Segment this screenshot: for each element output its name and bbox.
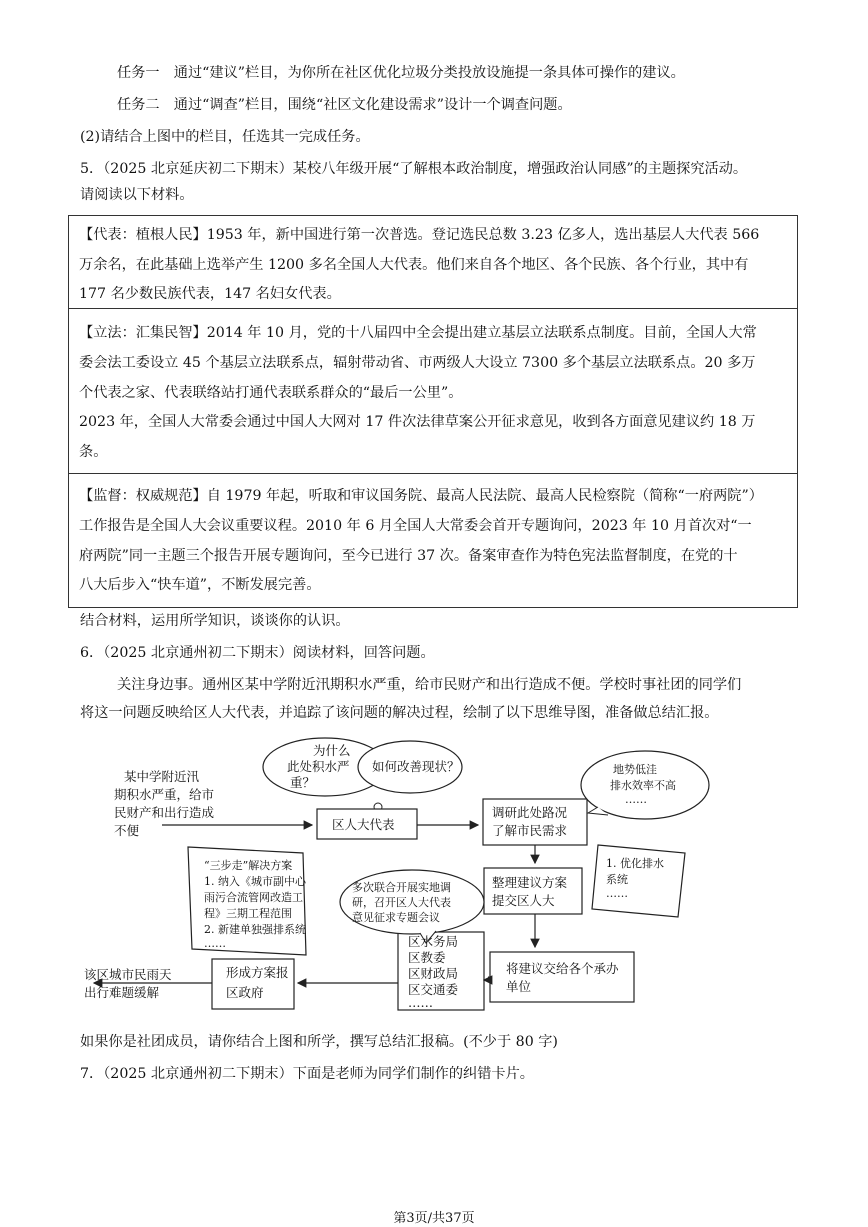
plan-line: “三步走”解决方案 [204,859,293,872]
cloud1-line: 重？ [290,775,316,790]
bubble-terrain-line: …… [625,793,647,806]
material1-line: 万余名，在此基础上选举产生 1200 多名全国人大代表。他们来自各个地区、各个民族、各个行业，其中有 [79,257,749,273]
note-drain-line: 系统 [606,873,628,886]
plan-line: 1. 纳入《城市副中心 [204,875,306,888]
bubble-survey-line: 研，召开区人大代表 [352,896,451,909]
bubble-survey-line: 多次联合开展实地调 [352,881,451,894]
bubble-terrain-line: 排水效率不高 [610,779,676,792]
note-drain-line: …… [606,887,628,900]
q6-question: 如果你是社团成员，请你结合上图和所学，撰写总结汇报稿。(不少于 80 字) [80,1034,558,1050]
report-line: 区政府 [226,985,264,1000]
organize-line: 整理建议方案 [492,875,568,890]
plan-line: 雨污合流管网改造工 [204,891,303,904]
page-footer: 第3页/共37页 [393,1211,475,1226]
q5-question: 结合材料，运用所学知识，谈谈你的认识。 [80,613,350,629]
q6-para-1: 关注身边事。通州区某中学附近汛期积水严重，给市民财产和出行造成不便。学校时事社团的同学们 [117,677,742,693]
report-line: 形成方案报 [226,965,289,980]
material3-line: 工作报告是全国人大会议重要议程。2010 年 6 月全国人大常委会首开专题询问，2023 年 10 月首次对“一 [79,518,752,534]
result-line: 该区城市民雨天 [84,967,172,982]
q5-stem: 5．（2025 北京延庆初二下期末）某校八年级开展“了解根本政治制度，增强政治认同感”的主题探究活动。 [80,161,748,177]
cloud2-text: 如何改善现状？ [372,759,460,774]
material-box-supervision [68,474,798,608]
plan-line: …… [204,937,226,950]
q7-stem: 7．（2025 北京通州初二下期末）下面是老师为同学们制作的纠错卡片。 [80,1066,534,1082]
dept-line: 区交通委 [408,982,459,997]
plan-line: 2. 新建单独强排系统 [204,923,306,936]
material3-line: 八大后步入“快车道”，不断发展完善。 [79,577,321,593]
material3-line: 【监督：权威规范】自 1979 年起，听取和审议国务院、最高人民法院、最高人民检察院（简称“一府两院”） [79,488,763,504]
material-box-representatives [68,215,798,309]
material2-line: 2023 年，全国人大常委会通过中国人大网对 17 件次法律草案公开征求意见，收到各方面意见建议约 18 万 [79,414,756,430]
q5-stem-2: 请阅读以下材料。 [80,187,194,203]
material2-line: 【立法：汇集民智】2014 年 10 月，党的十八届四中全会提出建立基层立法联系点制度。目前，全国人大常 [79,325,757,341]
material2-line: 条。 [79,444,108,460]
note-drain-line: 1. 优化排水 [606,857,664,870]
start-line: 民财产和出行造成 [114,805,215,820]
question-2: (2)请结合上图中的栏目，任选其一完成任务。 [80,129,370,145]
start-line: 不便 [114,823,140,838]
organize-line: 提交区人大 [492,893,555,908]
research-line: 调研此处路况 [492,805,568,820]
start-line: 期积水严重，给市 [114,787,215,802]
material1-line: 【代表：植根人民】1953 年，新中国进行第一次普选。登记选民总数 3.23 亿多人，选出基层人大代表 566 [79,227,760,243]
cloud1-line: 此处积水严 [287,759,350,774]
bubble-survey-line: 意见征求专题会议 [352,911,440,924]
dept-line: 区水务局 [408,934,459,949]
research-line: 了解市民需求 [492,823,568,838]
q6-para-2: 将这一问题反映给区人大代表，并追踪了该问题的解决过程，绘制了以下思维导图，准备做总结汇报。 [80,705,719,721]
start-line: 某中学附近汛 [124,769,200,784]
task-two: 任务二 通过“调查”栏目，围绕“社区文化建设需求”设计一个调查问题。 [117,97,572,113]
material2-line: 委会法工委设立 45 个基层立法联系点，辐射带动省、市两级人大设立 7300 多个基层立法联系点。20 多万 [79,355,756,371]
mind-map [80,735,780,1015]
q6-stem: 6．（2025 北京通州初二下期末）阅读材料，回答问题。 [80,645,435,661]
material-box-legislation [68,309,798,474]
dept-line: 区财政局 [408,966,459,981]
assign-line: 将建议交给各个承办 [506,961,619,976]
plan-line: 程》三期工程范围 [204,907,292,920]
result-line: 出行难题缓解 [84,985,160,1000]
task-one: 任务一 通过“建议”栏目，为你所在社区优化垃圾分类投放设施提一条具体可操作的建议。 [117,65,685,81]
dept-line: …… [408,995,433,1010]
delegate-label: 区人大代表 [332,817,395,832]
material3-line: 府两院”同一主题三个报告开展专题询问，至今已进行 37 次。备案审查作为特色宪法监督制度，在党的十 [79,548,738,564]
dept-line: 区教委 [408,950,446,965]
bubble-terrain-line: 地势低洼 [613,763,657,776]
material2-line: 个代表之家、代表联络站打通代表联系群众的“最后一公里”。 [79,385,463,401]
material1-line: 177 名少数民族代表，147 名妇女代表。 [79,286,341,302]
cloud1-line: 为什么 [313,743,351,758]
assign-line: 单位 [506,979,532,994]
